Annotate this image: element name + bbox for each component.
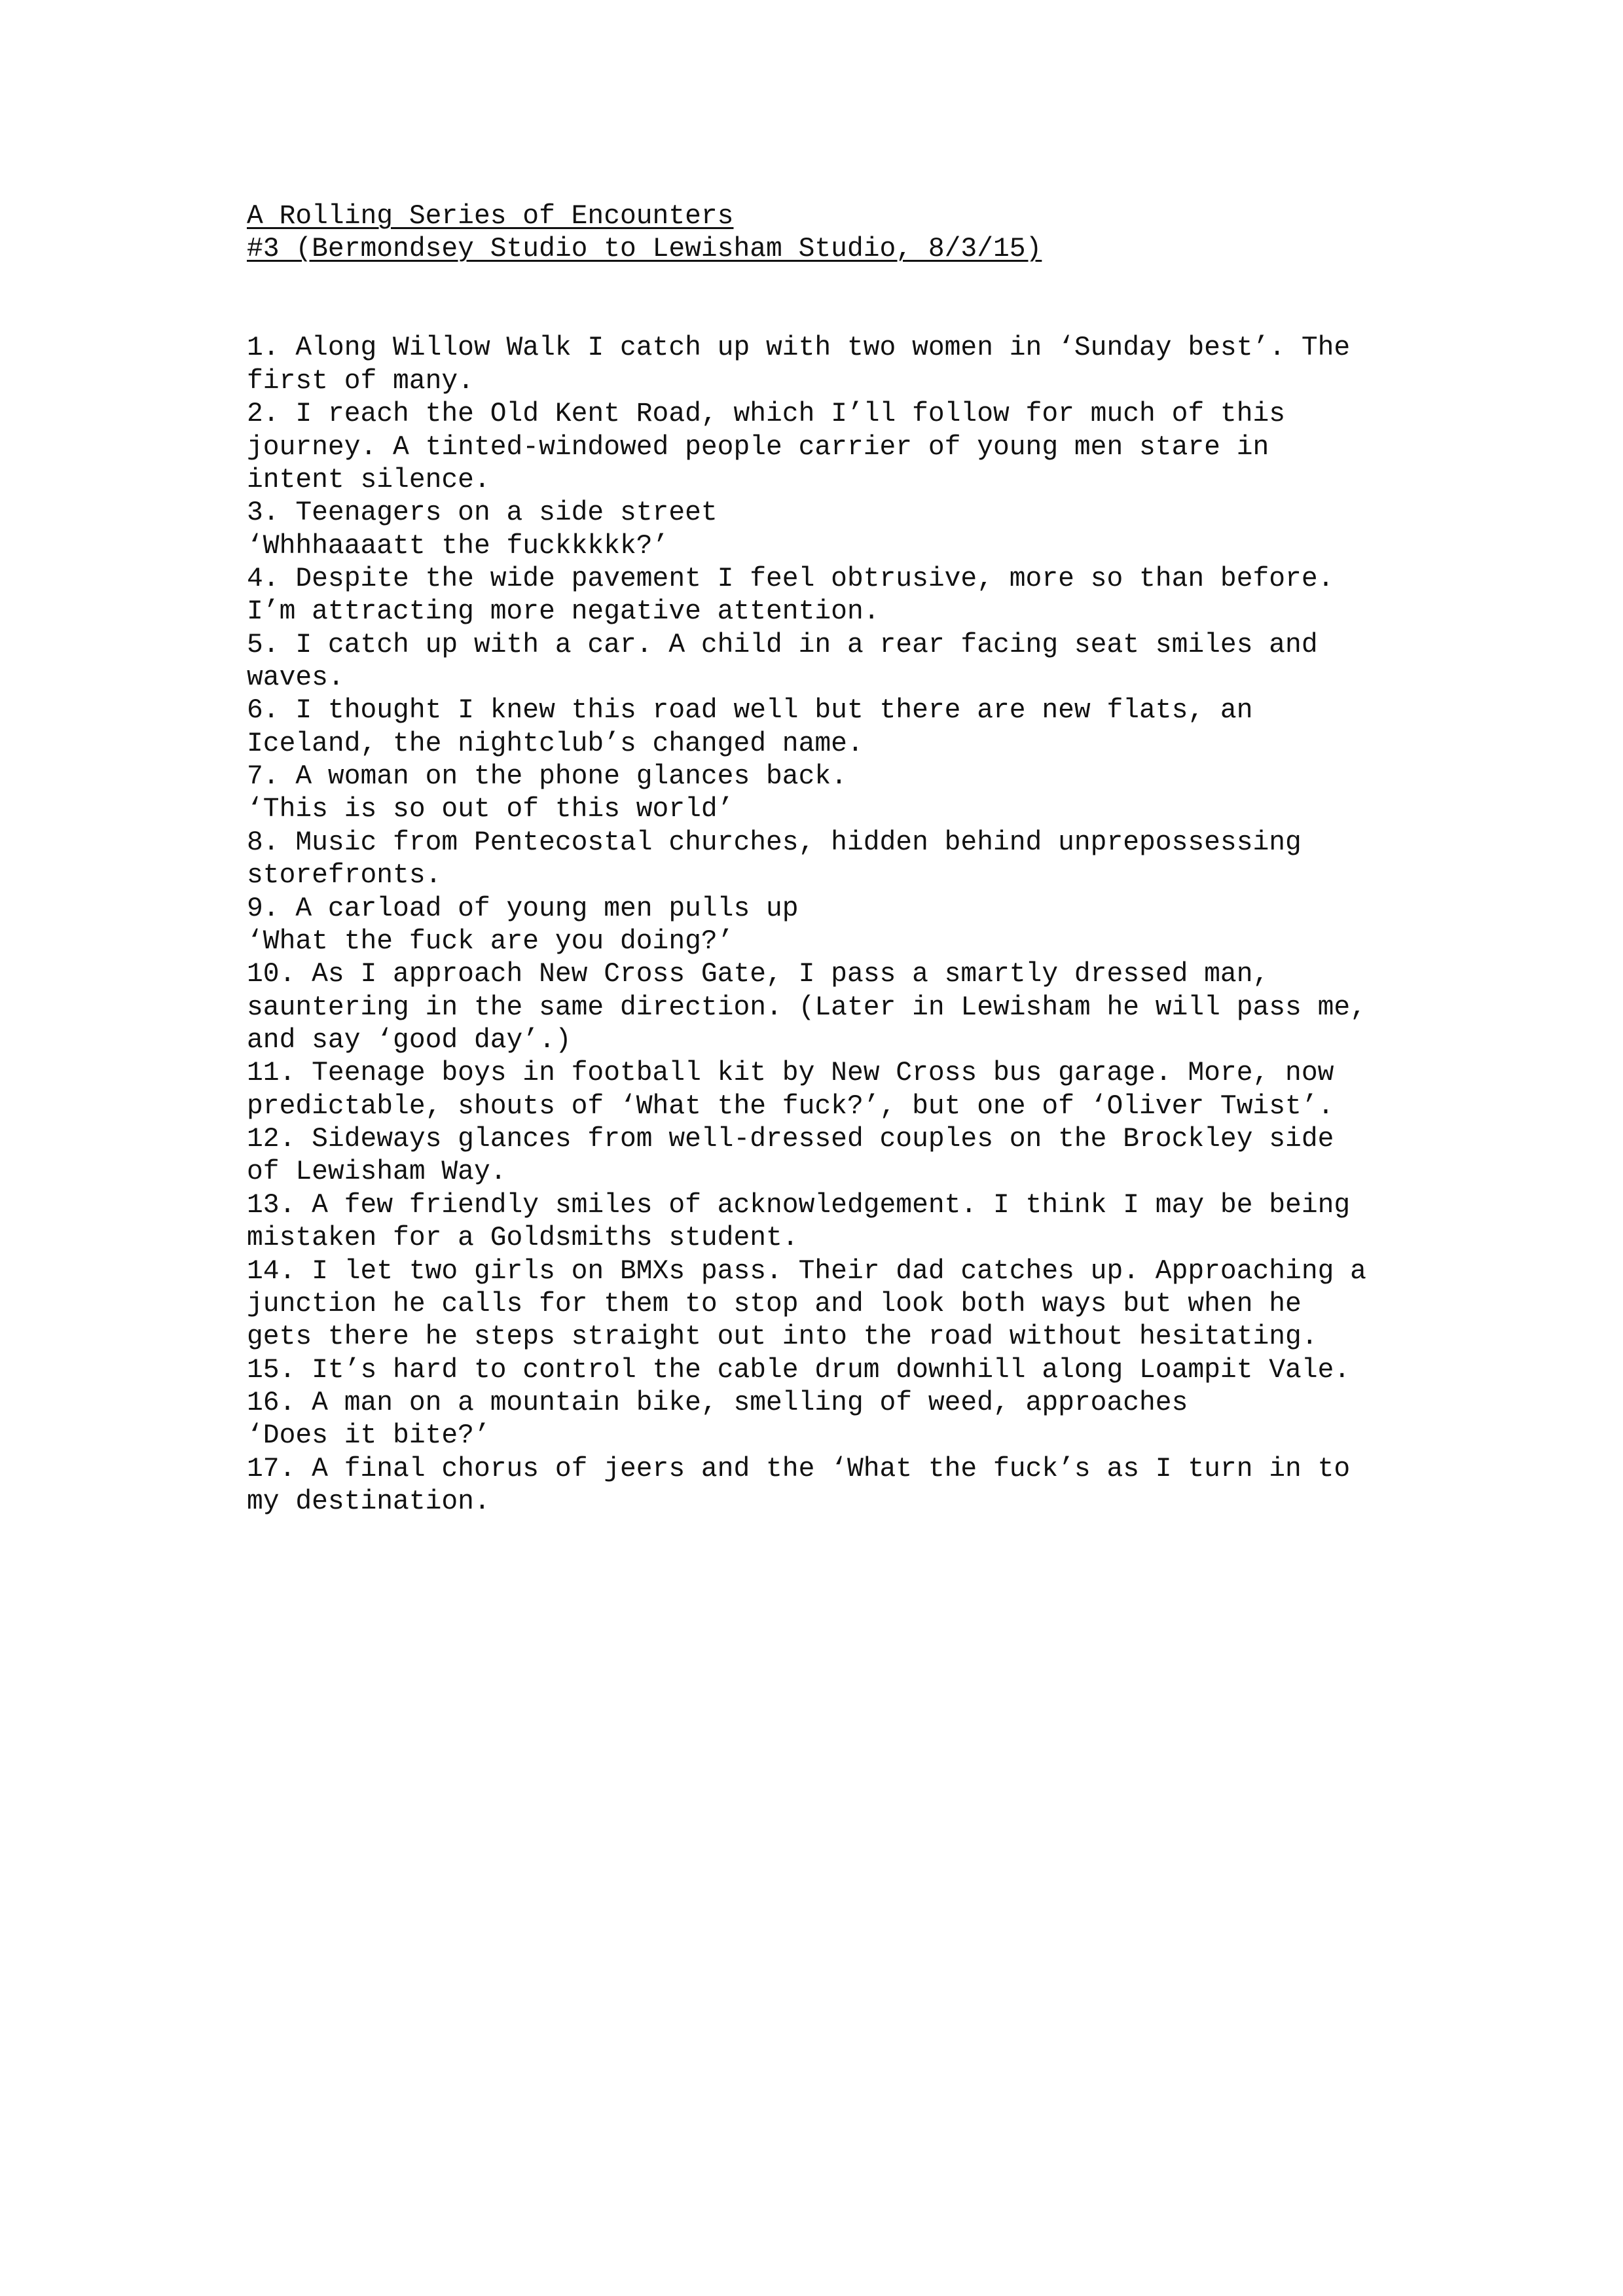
list-item-line: my destination. [247, 1487, 490, 1518]
list-item-line: 1. Along Willow Walk I catch up with two women in ‘Sunday best’. The [247, 333, 1351, 364]
list-item [247, 1189, 1366, 1255]
list-item-line: sauntering in the same direction. (Later in Lewisham he will pass me, [247, 992, 1366, 1023]
document-page [247, 200, 1366, 1518]
list-item [247, 827, 1366, 893]
list-item [247, 694, 1366, 761]
list-item-line: 12. Sideways glances from well-dressed couples on the Brockley side [247, 1124, 1334, 1155]
list-item-line: and say ‘good day’.) [247, 1026, 572, 1056]
list-item-line: 15. It’s hard to control the cable drum downhill along Loampit Vale. [247, 1355, 1351, 1386]
list-item [247, 1255, 1366, 1354]
list-item-line: 7. A woman on the phone glances back. [247, 762, 847, 793]
list-item-line: 9. A carload of young men pulls up [247, 893, 799, 924]
document-subtitle: #3 (Bermondsey Studio to Lewisham Studio, 8/3/15) [247, 234, 1042, 265]
list-item-line: predictable, shouts of ‘What the fuck?’, but one of ‘Oliver Twist’. [247, 1091, 1334, 1122]
list-item [247, 761, 1366, 827]
list-item-line: 2. I reach the Old Kent Road, which I’ll follow for much of this [247, 399, 1286, 430]
spacer [247, 266, 1366, 332]
list-item-line: I’m attracting more negative attention. [247, 597, 880, 628]
list-item-line: 10. As I approach New Cross Gate, I pass a smartly dressed man, [247, 960, 1269, 990]
list-item-line: 8. Music from Pentecostal churches, hidden behind unprepossessing [247, 827, 1302, 858]
list-item-line: gets there he steps straight out into the road without hesitating. [247, 1322, 1318, 1353]
list-item-line: ‘This is so out of this world’ [247, 795, 734, 825]
list-item [247, 1123, 1366, 1189]
list-item-line: 6. I thought I knew this road well but there are new flats, an [247, 696, 1253, 726]
list-item-line: Iceland, the nightclub’s changed name. [247, 728, 864, 759]
list-item-line: mistaken for a Goldsmiths student. [247, 1223, 799, 1254]
list-item-line: ‘Does it bite?’ [247, 1421, 490, 1452]
list-item [247, 563, 1366, 629]
list-item-line: 4. Despite the wide pavement I feel obtrusive, more so than before. [247, 564, 1334, 594]
list-item-line: 13. A few friendly smiles of acknowledgement. I think I may be being [247, 1190, 1351, 1221]
list-item-line: first of many. [247, 366, 474, 397]
list-item [247, 893, 1366, 959]
list-item-line: 3. Teenagers on a side street [247, 498, 718, 529]
list-item [247, 958, 1366, 1057]
list-item-line: 5. I catch up with a car. A child in a rear facing seat smiles and [247, 630, 1318, 660]
list-item [247, 1453, 1366, 1519]
list-item-line: 16. A man on a mountain bike, smelling of weed, approaches [247, 1388, 1188, 1418]
list-item-line: ‘Whhhaaaatt the fuckkkkk?’ [247, 531, 669, 562]
list-item [247, 332, 1366, 398]
list-item-line: intent silence. [247, 465, 490, 495]
encounter-list [247, 332, 1366, 1518]
list-item-line: 11. Teenage boys in football kit by New Cross bus garage. More, now [247, 1058, 1334, 1089]
list-item-line: ‘What the fuck are you doing?’ [247, 926, 734, 957]
list-item-line: junction he calls for them to stop and look both ways but when he [247, 1289, 1302, 1319]
list-item-line: 14. I let two girls on BMXs pass. Their dad catches up. Approaching a [247, 1256, 1366, 1287]
document-title: A Rolling Series of Encounters [247, 202, 734, 232]
list-item [247, 1387, 1366, 1453]
list-item [247, 1354, 1366, 1387]
list-item [247, 497, 1366, 563]
list-item-line: journey. A tinted-windowed people carrier of young men stare in [247, 432, 1269, 463]
list-item [247, 398, 1366, 497]
list-item [247, 1057, 1366, 1123]
list-item-line: waves. [247, 663, 344, 694]
list-item-line: storefronts. [247, 861, 442, 891]
list-item-line: 17. A final chorus of jeers and the ‘What the fuck’s as I turn in to [247, 1454, 1351, 1484]
list-item [247, 629, 1366, 695]
list-item-line: of Lewisham Way. [247, 1157, 507, 1188]
